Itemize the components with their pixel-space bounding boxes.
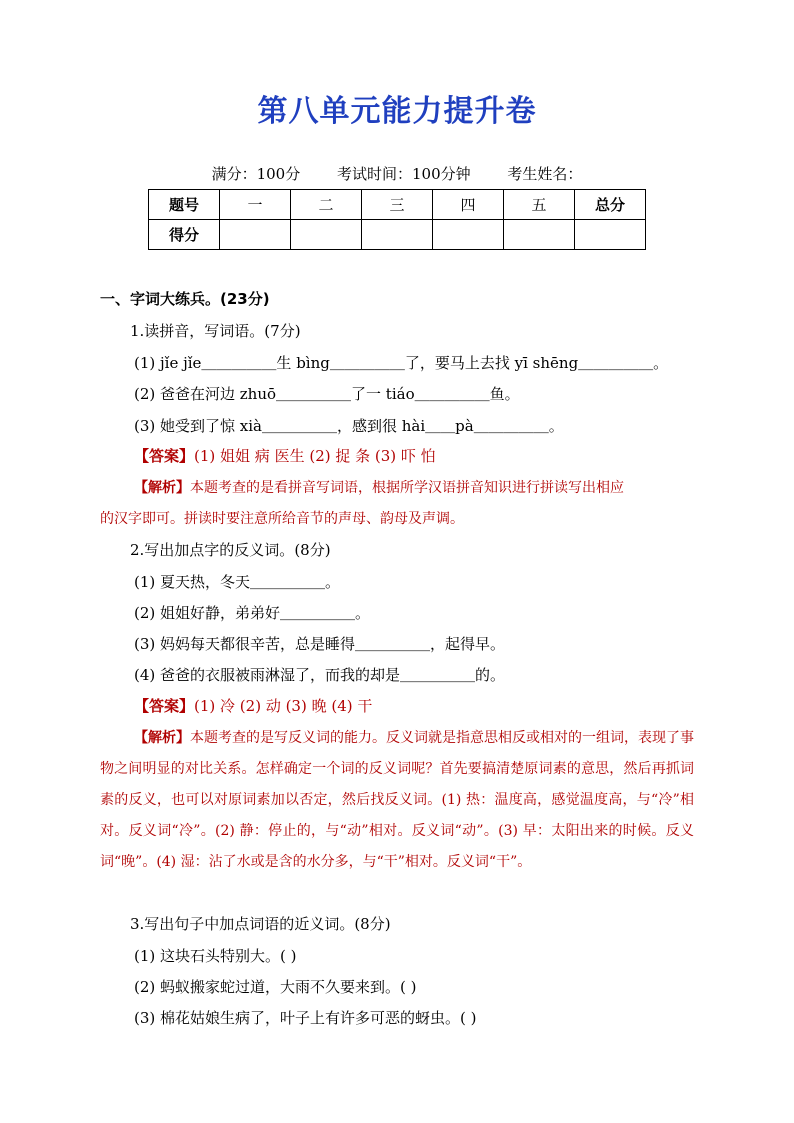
analysis-tag: 【解析】 xyxy=(134,730,190,746)
analysis xyxy=(134,478,624,498)
answer xyxy=(134,446,436,466)
analysis-continued: 的汉字即可。拼读时要注意所给音节的声母、韵母及声调。 xyxy=(100,511,464,527)
question-item: (1) 夏天热，冬天＿＿＿＿＿。 xyxy=(134,573,341,591)
score-table xyxy=(148,189,646,250)
full-score: 满分：100分 xyxy=(211,165,301,183)
exam-meta xyxy=(0,163,794,184)
score-table-header xyxy=(149,190,646,220)
analysis-text: 本题考查的是看拼音写词语，根据所学汉语拼音知识进行拼读写出相应 xyxy=(190,480,624,496)
student-name-label: 考生姓名： xyxy=(507,165,583,183)
question-item: (4) 爸爸的衣服被雨淋湿了，而我的却是＿＿＿＿＿的。 xyxy=(134,666,506,684)
score-cell[interactable] xyxy=(220,220,291,250)
row-label: 得分 xyxy=(149,220,220,250)
question-title: 2.写出加点字的反义词。(8分) xyxy=(130,541,331,559)
exam-title: 第八单元能力提升卷 xyxy=(257,94,537,129)
score-cell[interactable] xyxy=(433,220,504,250)
header-cell: 总分 xyxy=(575,190,646,220)
answer-text: (1) 姐姐 病 医生 (2) 捉 条 (3) 吓 怕 xyxy=(194,447,436,465)
question-item: (3) 妈妈每天都很辛苦，总是睡得＿＿＿＿＿，起得早。 xyxy=(134,635,506,653)
answer-text: (1) 冷 (2) 动 (3) 晚 (4) 干 xyxy=(194,697,373,715)
question-item: (1) 这块石头特别大。( ) xyxy=(134,947,297,965)
header-cell: 三 xyxy=(362,190,433,220)
score-cell[interactable] xyxy=(291,220,362,250)
question-title: 1.读拼音，写词语。(7分) xyxy=(130,322,301,340)
question-item: (2) 蚂蚁搬家蛇过道，大雨不久要来到。( ) xyxy=(134,978,417,996)
exam-time: 考试时间：100分钟 xyxy=(336,165,471,183)
question-title: 3.写出句子中加点词语的近义词。(8分) xyxy=(130,915,391,933)
header-cell: 四 xyxy=(433,190,504,220)
question-item: (3) 她受到了惊 xià＿＿＿＿＿，感到很 hài＿＿pà＿＿＿＿＿。 xyxy=(134,417,564,435)
answer-tag: 【答案】 xyxy=(134,697,195,715)
analysis-text: 本题考查的是写反义词的能力。反义词就是指意思相反或相对的一组词，表现了事物之间明显的对比关系。怎样确定一个词的反义词呢？首先要搞清楚原词素的意思，然后再抓词素的反义，也可以对原词素加以否定，然后找反义词。(1) 热：温度高，感觉温度高，与“冷”相对。反义词“冷”。(2) 静：停止的，与“动”相对。反义词“动”。(3) 早：太阳出来的时候。反义词“晚”。(4) 湿：沾了水或是含的水分多，与“干”相对。反义词“干”。 xyxy=(100,730,694,870)
answer-tag: 【答案】 xyxy=(134,447,195,465)
score-cell[interactable] xyxy=(504,220,575,250)
score-table-row xyxy=(149,220,646,250)
question-item: (3) 棉花姑娘生病了，叶子上有许多可恶的蚜虫。( ) xyxy=(134,1009,477,1027)
analysis-tag: 【解析】 xyxy=(134,480,190,496)
analysis xyxy=(100,723,694,878)
score-cell[interactable] xyxy=(362,220,433,250)
question-item: (2) 姐姐好静，弟弟好＿＿＿＿＿。 xyxy=(134,604,371,622)
header-cell: 一 xyxy=(220,190,291,220)
score-cell[interactable] xyxy=(575,220,646,250)
header-cell: 题号 xyxy=(149,190,220,220)
section-title: 一、字词大练兵。(23分) xyxy=(100,290,270,308)
header-cell: 二 xyxy=(291,190,362,220)
question-item: (2) 爸爸在河边 zhuō＿＿＿＿＿了一 tiáo＿＿＿＿＿鱼。 xyxy=(134,385,520,403)
header-cell: 五 xyxy=(504,190,575,220)
answer xyxy=(134,696,372,716)
question-item: (1) jǐe jǐe＿＿＿＿＿生 bìng＿＿＿＿＿了，要马上去找 yī shēng＿＿＿＿＿。 xyxy=(134,354,669,372)
